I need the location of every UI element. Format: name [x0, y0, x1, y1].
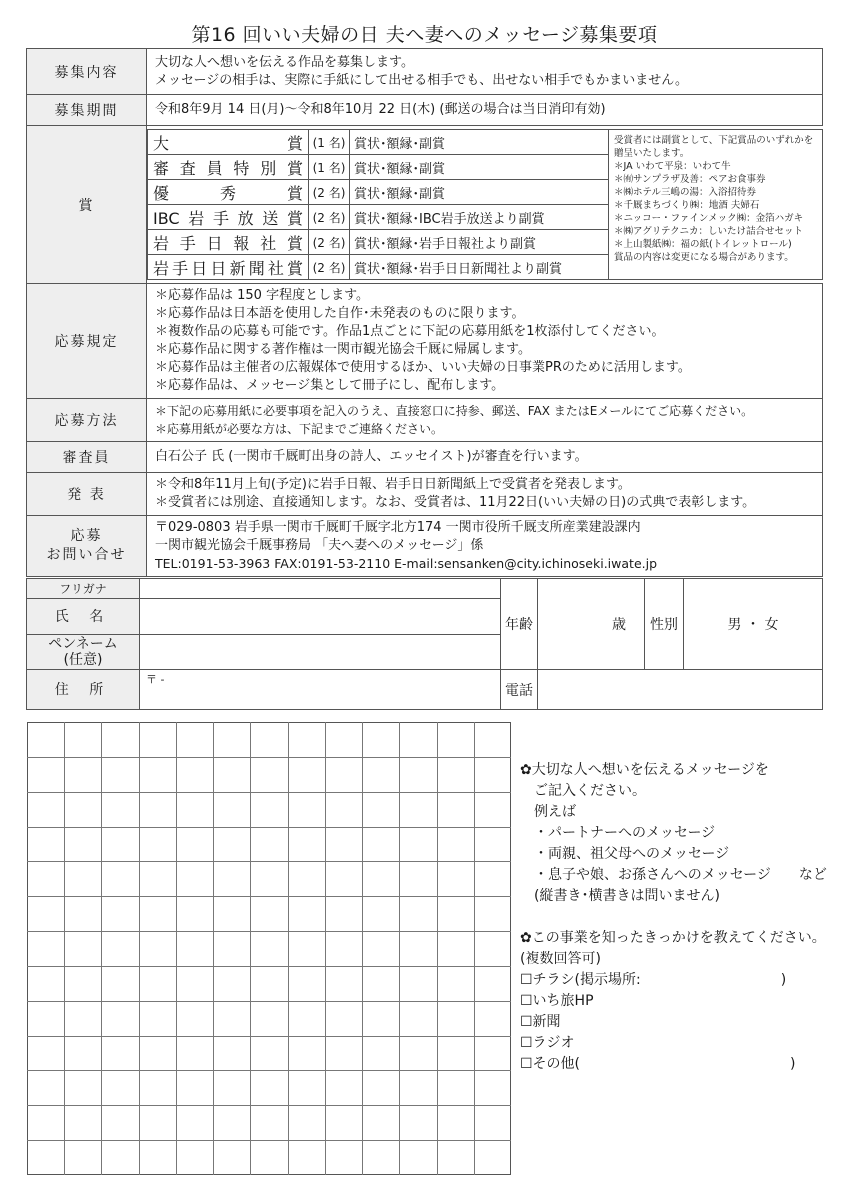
age-unit: 歳: [612, 617, 626, 633]
rules-label: 応募規定: [27, 284, 147, 399]
guide-line: (縦書き･横書きは問いません): [520, 888, 720, 904]
prize-note-line: 賞品の内容は変更になる場合があります。: [614, 252, 794, 263]
guide-line: ・息子や娘、お孫さんへのメッセージ など: [520, 867, 827, 883]
announce-line: ＊令和8年11月上旬(予定)に岩手日報、岩手日日新聞紙上で受賞者を発表します。: [155, 477, 631, 492]
prize-desc: 賞状･額縁･岩手日報社より副賞: [350, 230, 609, 255]
contact-label-line: 応募: [70, 528, 103, 544]
guide-line: ・パートナーへのメッセージ: [520, 825, 716, 841]
contact-label: [27, 516, 147, 577]
rules-line: ＊応募作品は 150 字程度とします。: [155, 288, 370, 303]
checkbox-option[interactable]: ☐チラシ(掲示場所: ): [520, 972, 787, 988]
prize-cell: [147, 126, 823, 284]
prize-desc: 賞状･額縁･岩手日日新聞社より副賞: [350, 255, 609, 280]
guide-line: 例えば: [520, 804, 576, 820]
name-field[interactable]: [140, 599, 501, 635]
prize-note-line: ＊JA いわて平泉：いわて牛: [614, 161, 731, 172]
prize-name: 岩手日報社賞: [148, 230, 309, 255]
furigana-label: フリガナ: [27, 579, 140, 599]
announce-line: ＊受賞者には別途、直接通知します。なお、受賞者は、11月22日(いい夫婦の日)の式典で表彰します。: [155, 495, 756, 510]
prize-count: (1 名): [309, 130, 350, 155]
period-text: 令和8年9月 14 日(月)～令和8年10月 22 日(木) (郵送の場合は当日消印有効): [147, 95, 823, 126]
prize-desc: 賞状･額縁･副賞: [350, 130, 609, 155]
penname-label: [27, 635, 140, 670]
prize-count: (2 名): [309, 205, 350, 230]
prize-note-line: ＊㈲サンプラザ及善：ペアお食事券: [614, 174, 766, 185]
manuscript-grid-lines: [27, 722, 511, 1175]
prize-note-line: ＊㈱ホテル三嶋の湯：入浴招待券: [614, 187, 757, 198]
guide-line: ・両親、祖父母へのメッセージ: [520, 846, 730, 862]
method-text: [147, 399, 823, 442]
method-label: 応募方法: [27, 399, 147, 442]
guide-line: [520, 907, 840, 928]
rules-line: ＊応募作品は主催者の広報媒体で使用するほか、いい夫婦の日事業PRのために活用します。: [155, 360, 691, 375]
phone-field[interactable]: [538, 670, 823, 710]
prize-label: 賞: [27, 126, 147, 284]
name-label: 氏 名: [27, 599, 140, 635]
judge-text: 白石公子 氏 (一関市千厩町出身の詩人、エッセイスト)が審査を行います。: [147, 442, 823, 473]
prize-count: (2 名): [309, 180, 350, 205]
sex-field[interactable]: 男 ・ 女: [684, 579, 823, 670]
rules-line: ＊応募作品は日本語を使用した自作･未発表のものに限ります。: [155, 306, 525, 321]
prize-count: (1 名): [309, 155, 350, 180]
prize-desc: 賞状･額縁･副賞: [350, 155, 609, 180]
prize-note: [609, 130, 823, 280]
address-field[interactable]: [140, 670, 501, 710]
prize-count: (2 名): [309, 230, 350, 255]
prize-note-line: ＊㈱アグリテクニカ：しいたけ詰合せセット: [614, 226, 803, 237]
method-line: ＊応募用紙が必要な方は、下記までご連絡ください。: [155, 422, 444, 436]
prize-name: 岩手日日新聞社賞: [148, 255, 309, 280]
guide-line: ご記入ください。: [520, 783, 646, 799]
sex-label: 性別: [645, 579, 684, 670]
address-label: 住 所: [27, 670, 140, 710]
prize-desc: 賞状･額縁･副賞: [350, 180, 609, 205]
announce-text: [147, 473, 823, 516]
checkbox-option[interactable]: ☐ラジオ: [520, 1035, 575, 1051]
checkbox-option[interactable]: ☐新聞: [520, 1014, 561, 1030]
prize-desc: 賞状･額縁･IBC岩手放送より副賞: [350, 205, 609, 230]
contact-label-line: お問い合せ: [46, 547, 127, 563]
contact-line: 〒029-0803 岩手県一関市千厩町千厩字北方174 一関市役所千厩支所産業建設課内: [155, 520, 641, 535]
checkbox-option[interactable]: ☐いち旅HP: [520, 993, 594, 1009]
content-text: [147, 49, 823, 95]
guide-line: ✿この事業を知ったきっかけを教えてください。: [520, 930, 826, 946]
content-label: 募集内容: [27, 49, 147, 95]
prize-name: 大賞: [148, 130, 309, 155]
prize-note-line: ＊ニッコー・ファインメック㈱：金箔ハガキ: [614, 213, 804, 224]
contact-text: [147, 516, 823, 577]
judge-label: 審査員: [27, 442, 147, 473]
guide-line: ✿大切な人へ想いを伝えるメッセージを: [520, 762, 769, 778]
guide-line: (複数回答可): [520, 951, 601, 967]
prize-note-line: ＊上山製紙㈱：福の紙(トイレットロール): [614, 239, 792, 250]
content-line: メッセージの相手は、実際に手紙にして出せる相手でも、出せない相手でもかまいません。: [155, 72, 689, 88]
guide-panel: [520, 760, 840, 1075]
age-field[interactable]: [538, 579, 645, 670]
content-line: 大切な人へ想いを伝える作品を募集します。: [155, 54, 414, 70]
prize-count: (2 名): [309, 255, 350, 280]
entry-form: [26, 578, 823, 710]
prize-note-line: 受賞者には副賞として、下記賞品のいずれかを贈呈いたします。: [614, 135, 814, 159]
penname-label-line: ペンネーム: [48, 636, 118, 652]
contact-line: 一関市観光協会千厩事務局 「夫へ妻へのメッセージ」係: [155, 538, 484, 553]
prize-name: IBC岩手放送賞: [148, 205, 309, 230]
furigana-field[interactable]: [140, 579, 501, 599]
penname-label-line: (任意): [63, 652, 103, 668]
prize-name: 審査員特別賞: [148, 155, 309, 180]
contact-line: TEL:0191-53-3963 FAX:0191-53-2110 E-mail:sensanken@city.ichinoseki.iwate.jp: [155, 556, 658, 571]
penname-field[interactable]: [140, 635, 501, 670]
rules-line: ＊応募作品に関する著作権は一関市観光協会千厩に帰属します。: [155, 342, 531, 357]
checkbox-option[interactable]: ☐その他( ): [520, 1056, 796, 1072]
postal-mark: 〒 -: [146, 673, 165, 686]
age-label: 年齢: [501, 579, 538, 670]
info-table: [26, 48, 823, 577]
rules-line: ＊複数作品の応募も可能です。作品1点ごとに下記の応募用紙を1枚添付してください。: [155, 324, 665, 339]
prize-note-line: ＊千厩まちづくり㈱：地酒 夫婦石: [614, 200, 760, 211]
prize-table: [147, 129, 823, 280]
announce-label: 発 表: [27, 473, 147, 516]
method-line: ＊下記の応募用紙に必要事項を記入のうえ、直接窓口に持参、郵送、FAX またはEメールにてご応募ください。: [155, 404, 754, 418]
manuscript-grid[interactable]: [27, 722, 511, 1175]
phone-label: 電話: [501, 670, 538, 710]
period-label: 募集期間: [27, 95, 147, 126]
rules-line: ＊応募作品は、メッセージ集として冊子にし、配布します。: [155, 378, 505, 393]
rules-text: [147, 284, 823, 399]
page-title: 第16 回いい夫婦の日 夫へ妻へのメッセージ募集要項: [191, 24, 658, 46]
prize-name: 優秀賞: [148, 180, 309, 205]
